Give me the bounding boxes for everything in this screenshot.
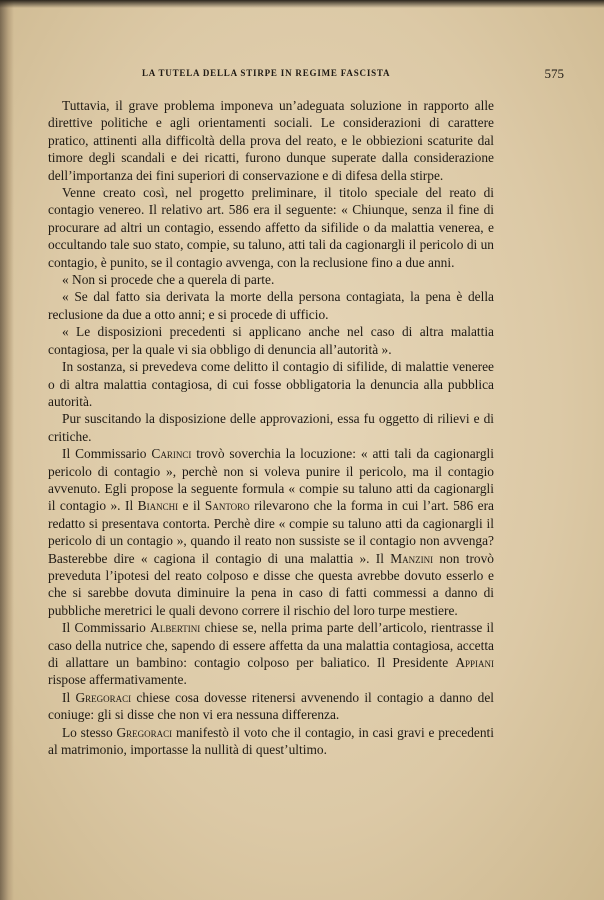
text-run: rispose affermativamente. (48, 672, 187, 688)
paragraph: « Se dal fatto sia derivata la morte della persona contagiata, la pena è della reclusione da due a otto anni; e si procede di ufficio. (48, 289, 494, 322)
name-bianchi: Bianchi (137, 498, 179, 514)
text-run: Il Commissario (62, 446, 152, 462)
page-top-shadow (0, 0, 604, 8)
text-run: Il Commissario (62, 620, 151, 636)
text-run: rilevarono che la forma in cui l’art. 586 era redatto si presentava contorta. Perchè dire « compie su taluno atti da cagionargli il pericolo di un contagio », quando il reato non sussiste se il contagio non avvenga? Basterebbe dire « cagiona il contagio di una malattia ». Il (48, 498, 495, 566)
name-albertini: Albertini (150, 620, 201, 636)
paragraph: « Non si procede che a querela di parte. (62, 272, 275, 288)
paragraph: Venne creato così, nel progetto preliminare, il titolo speciale del reato di contagio venereo. Il relativo art. 586 era il seguente: « Chiunque, senza il fine di procurare ad altri un contagio, essendo affetto da sifilide o da malattia venerea, e occultando tale suo stato, compie, su taluno, atti tali da cagionargli il pericolo di un contagio, è punito, se il contagio avvenga, con la reclusione fino a due anni. (48, 185, 494, 270)
text-run: chiese se, nella prima parte dell’articolo, rientrasse il caso della nutrice che, sapendo di essere affetta da una malattia contagiosa, accetta di allattare un bambino: contagio colposo per baliatico. Il Presidente (48, 620, 494, 670)
paragraph-gregoraci (48, 689, 494, 724)
page-binding-shadow (0, 0, 14, 900)
running-title: LA TUTELA DELLA STIRPE IN REGIME FASCISTA (142, 68, 391, 78)
name-gregoraci: Gregoraci (75, 689, 132, 705)
name-appiani: Appiani (455, 655, 494, 670)
name-gregoraci: Gregoraci (116, 724, 173, 740)
text-run: chiese cosa dovesse ritenersi avvenendo il contagio a danno del coniuge: gli si disse che non vi era nessuna differenza. (48, 689, 495, 723)
paragraph: Pur suscitando la disposizione delle approvazioni, essa fu oggetto di rilievi e di critiche. (48, 411, 494, 444)
paragraph: Tuttavia, il grave problema imponeva un’adeguata soluzione in rapporto alle direttive politiche e agli orientamenti sociali. Le considerazioni di carattere pratico, attinenti alla difficoltà della prova del reato, e le obbiezioni scaturite dal timore degli scandali e dei ricatti, furono dunque superate dalla considerazione dell’importanza dei fini superiori di conservazione e di difesa della stirpe. (48, 98, 494, 183)
paragraph-carinci (48, 445, 494, 619)
text-run: trovò soverchia la locuzione: « atti tali da cagionargli pericolo di contagio », perchè non si voleva punire il pericolo, ma il contagio avvenuto. Egli propose la seguente formula « compie su taluno atti da cagionargli il contagio ». Il (48, 446, 494, 514)
body-text (48, 97, 494, 758)
text-run: e il (178, 498, 205, 514)
name-manzini: Manzini (390, 550, 434, 566)
paragraph: In sostanza, si prevedeva come delitto il contagio di sifilide, di malattie veneree o di altra malattia contagiosa, di cui fosse obbligatoria la denuncia alla pubblica autorità. (48, 359, 494, 409)
text-run: Il (62, 689, 76, 705)
paragraph: « Le disposizioni precedenti si applicano anche nel caso di altra malattia contagiosa, per la quale vi sia obbligo di denuncia all’autorità ». (48, 324, 494, 357)
paragraph-gregoraci-voto (48, 724, 494, 759)
page-header (52, 66, 564, 82)
text-run: Lo stesso (62, 724, 117, 740)
name-santoro: Santoro (204, 498, 250, 514)
paragraph-albertini (48, 619, 494, 689)
text-run: manifestò il voto che il contagio, in casi gravi e precedenti al matrimonio, importasse la nullità di quest’ultimo. (48, 724, 494, 758)
page-number: 575 (544, 66, 564, 81)
name-carinci: Carinci (151, 446, 192, 462)
text-run: non trovò preveduta l’ipotesi del reato colposo e disse che questa avrebbe dovuto esserlo e che si sarebbe dovuta diminuire la pena in caso di fatti commessi a danno di pubbliche meretrici le quali devono correre il rischio del loro turpe mestiere. (48, 550, 494, 618)
